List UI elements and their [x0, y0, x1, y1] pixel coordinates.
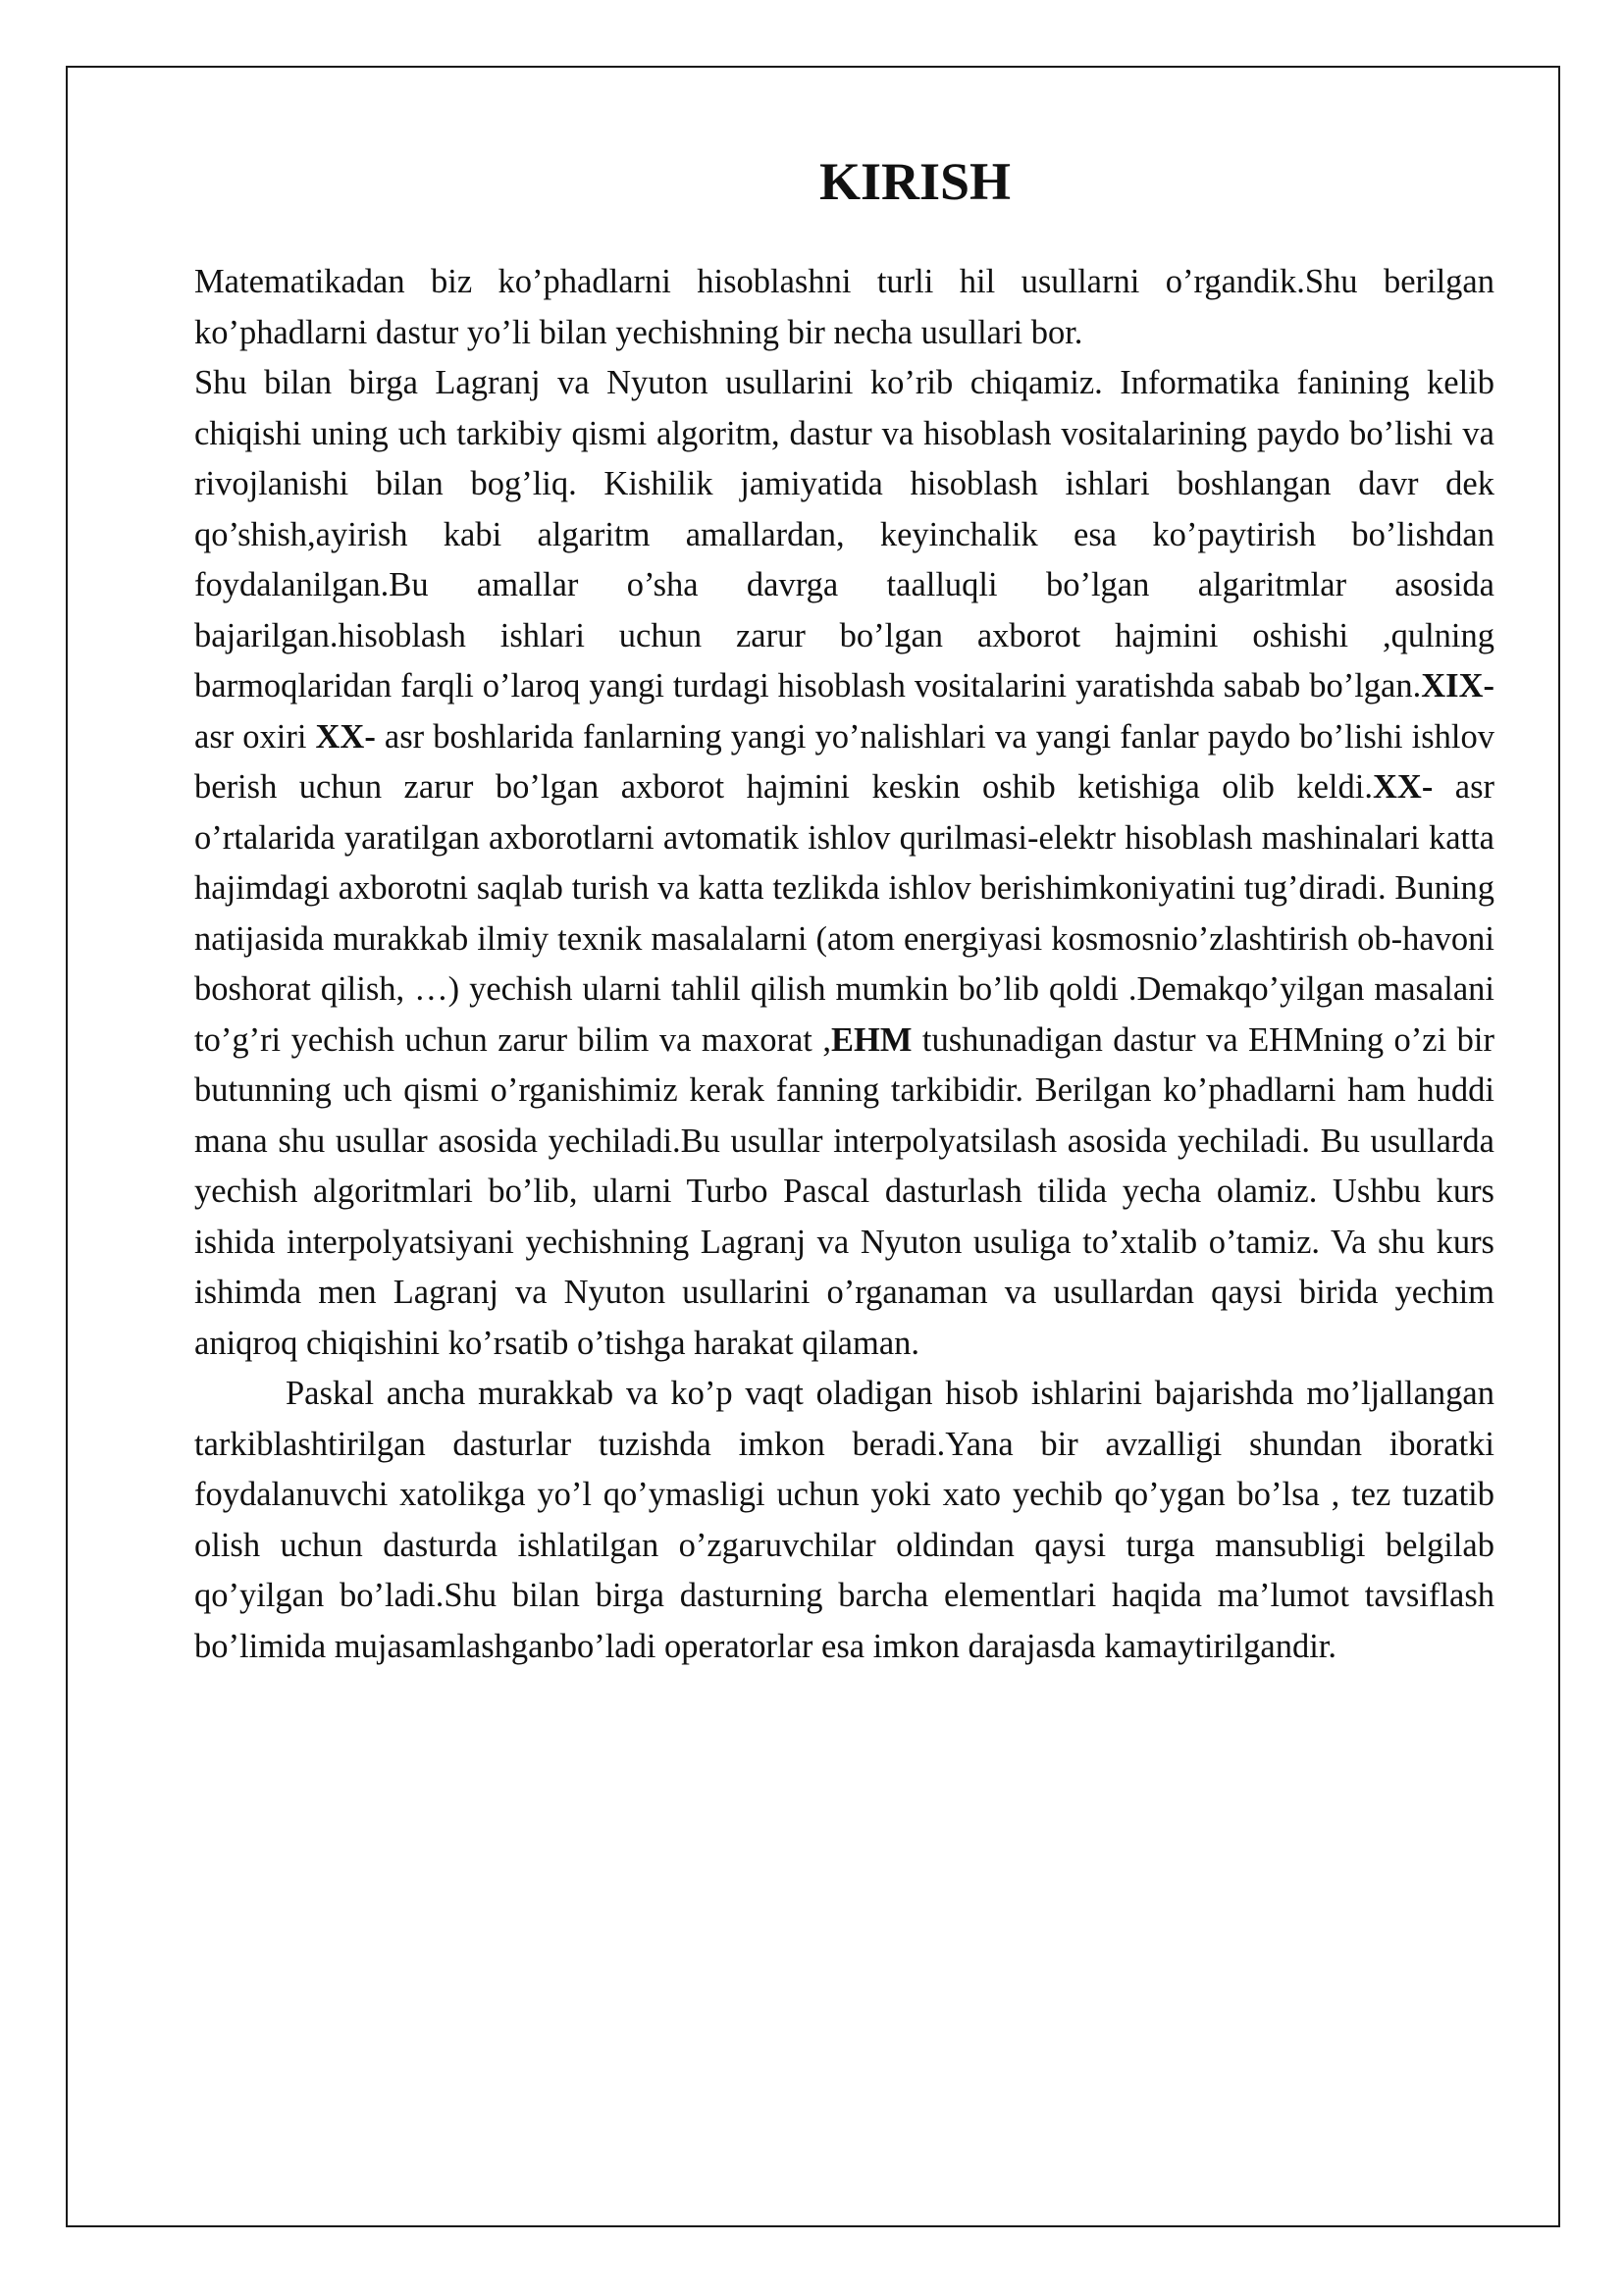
- text-run: asr o’rtalarida yaratilgan axborotlarni avtomatik ishlov qurilmasi-elektr hisoblash mashinalari katta hajimdagi axborotni saqlab turish va katta tezlikda ishlov berishimkoniyatini tug’diradi. Buning natijasida murakkab ilmiy texnik masalalarni (atom energiyasi kosmosnio’zlashtirish ob-havoni boshorat qilish, …) yechish ularni tahlil qilish mumkin bo’lib qoldi .Demakqo’yilgan masalani to’g’ri yechish uchun zarur bilim va maxorat ,: [194, 768, 1495, 1059]
- bold-text-run: XX-: [1372, 768, 1434, 806]
- text-run: asr oxiri: [194, 717, 316, 756]
- page-title: KIRISH: [818, 152, 1012, 211]
- bold-text-run: XX-: [315, 717, 376, 756]
- text-run: Paskal ancha murakkab va ko’p vaqt oladigan hisob ishlarini bajarishda mo’ljallangan tarkiblashtirilgan dasturlar tuzishda imkon beradi.Yana bir avzalligi shundan iboratki foydalanuvchi xatolikga yo’l qo’ymasligi uchun yoki xato yechib qo’ygan bo’lsa , tez tuzatib olish uchun dasturda ishlatilgan o’zgaruvchilar oldindan qaysi turga mansubligi belgilab qo’yilgan bo’ladi.Shu bilan birga dasturning barcha elementlari haqida ma’lumot tavsiflash bo’limida mujasamlashganbo’ladi operatorlar esa imkon darajasda kamaytirilgandir.: [194, 1375, 1494, 1665]
- document-body: [194, 257, 1494, 1672]
- text-run: asr boshlarida fanlarning yangi yo’nalishlari va yangi fanlar paydo bo’lishi ishlov berish uchun zarur bo’lgan axborot hajmini keskin oshib ketishiga olib keldi.: [194, 717, 1494, 806]
- text-run: tushunadigan dastur va EHMning o’zi bir butunning uch qismi o’rganishimiz kerak fanning tarkibidir. Berilgan ko’phadlarni ham huddi mana shu usullar asosida yechiladi.Bu usullar interpolyatsilash asosida yechiladi. Bu usullarda yechish algoritmlari bo’lib, ularni Turbo Pascal dasturlash tilida yecha olamiz. Ushbu kurs ishida interpolyatsiyani yechishning Lagranj va Nyuton usuliga to’xtalib o’tamiz. Va shu kurs ishimda men Lagranj va Nyuton usullarini o’rganaman va usullardan qaysi birida yechim aniqroq chiqishini ko’rsatib o’tishga harakat qilaman.: [194, 1020, 1494, 1362]
- text-run: Shu bilan birga Lagranj va Nyuton usullarini ko’rib chiqamiz. Informatika fanining kelib chiqishi uning uch tarkibiy qismi algoritm, dastur va hisoblash vositalarining paydo bo’lishi va rivojlanishi bilan bog’liq. Kishilik jamiyatida hisoblash ishlari boshlangan davr dek qo’shish,ayirish kabi algaritm amallardan, keyinchalik esa ko’paytirish bo’lishdan foydalanilgan.Bu amallar o’sha davrga taalluqli bo’lgan algaritmlar asosida bajarilgan.hisoblash ishlari uchun zarur bo’lgan axborot hajmini oshishi ,qulning barmoqlaridan farqli o’laroq yangi turdagi hisoblash vositalarini yaratishda sabab bo’lgan.: [194, 364, 1494, 704]
- paragraph-intro: [194, 257, 1494, 358]
- text-run: Matematikadan biz ko’phadlarni hisoblashni turli hil usullarni o’rgandik.Shu berilgan ko’phadlarni dastur yo’li bilan yechishning bir necha usullari bor.: [194, 263, 1494, 351]
- bold-text-run: EHM: [830, 1020, 913, 1059]
- bold-text-run: XIX-: [1421, 667, 1494, 704]
- paragraph-pascal: [194, 1369, 1494, 1672]
- paragraph-main: [194, 358, 1494, 1369]
